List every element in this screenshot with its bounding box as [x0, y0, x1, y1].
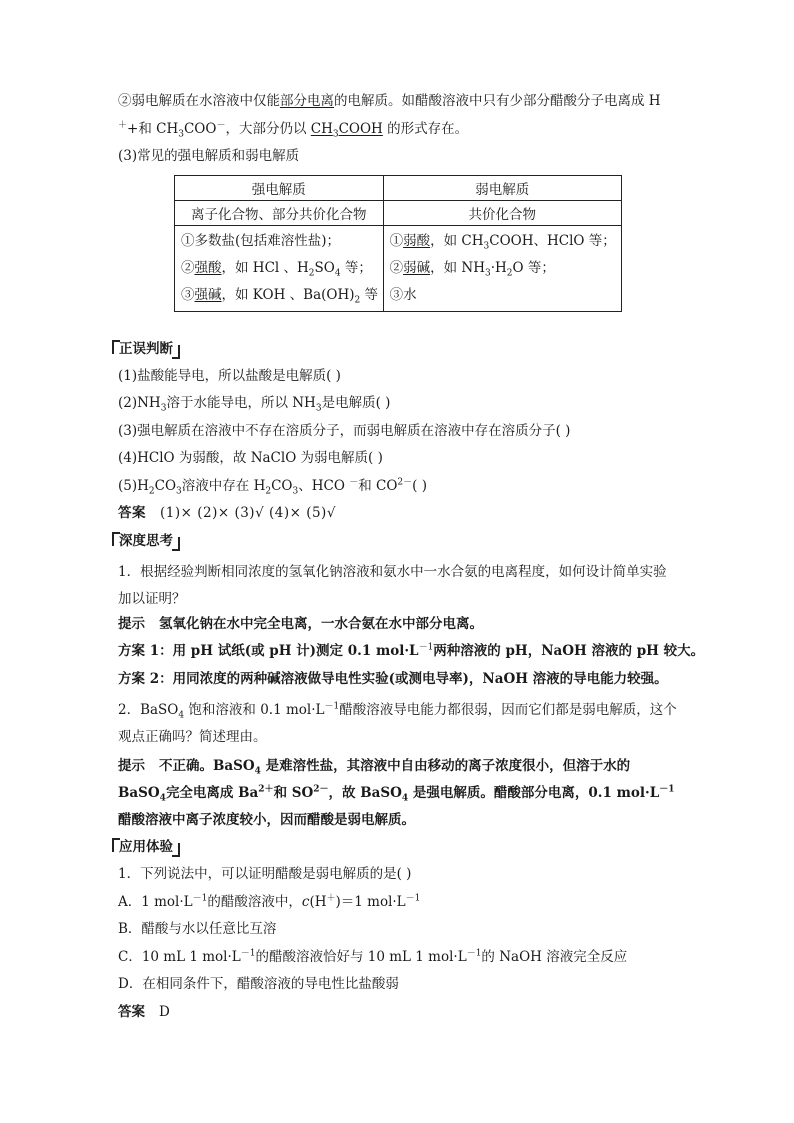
apply-option-a: A．1 $mol\cdot L^{-1}$的醋酸溶液中，c(H＋)＝1 $mol\cdot L^{-1}$: [118, 893, 421, 910]
deep-hint-1: 提示 氢氧化钠在水中完全电离，一水合氨在水中部分电离。: [118, 615, 483, 632]
bracket-left-icon: [112, 838, 119, 851]
table-row: [175, 175, 622, 200]
deep-hint-2: 提示 不正确。BaSO$_4$ 是难溶性盐，其溶液中自由移动的离子浓度很小，但溶于水的 BaSO$_4$完全电离成 $Ba^{2+}$和 $SO^{2-}$，故 BaSO$_4$ 是强电解质。醋酸部分电离，0.1 $mol\cdot L^{-1}$醋酸溶液中离子浓度较小，因而醋酸是弱电解质。: [118, 758, 675, 828]
judge-item-1: (1)盐酸能导电，所以盐酸是电解质( ): [118, 367, 341, 384]
underlined-term: 部分电离: [280, 93, 334, 109]
section-header-apply: 应用体验: [112, 838, 678, 857]
judge-item-2: $(2)NH_3$溶于水能导电，所以 $NH_3$是电解质( ): [118, 395, 391, 414]
deep-question-2: 2．BaSO$_4$ 饱和溶液和 0.1 $mol\cdot L^{-1}$醋酸溶液导电能力都很弱，因而它们都是弱电解质，这个观点正确吗？简述理由。: [118, 701, 677, 745]
judge-answer: 答案 (1)× (2)× (3)√ (4)× (5)√: [118, 505, 336, 521]
apply-answer: 答案 D: [118, 1003, 170, 1020]
apply-option-c: C．10 mL 1 $mol\cdot L^{-1}$的醋酸溶液恰好与 10 mL 1 $mol\cdot L^{-1}$的 NaOH 溶液完全反应: [118, 948, 628, 965]
underlined-formula: $CH_3COOH$: [310, 120, 383, 140]
table-header-weak: 弱电解质: [383, 175, 621, 200]
table-row: [175, 200, 622, 225]
bracket-right-icon: [173, 346, 180, 359]
bracket-left-icon: [112, 340, 119, 353]
table-header-strong: 强电解质: [175, 175, 384, 200]
weak-electrolyte-definition: ②弱电解质在水溶液中仅能部分电离的电解质。如醋酸溶液中只有少部分醋酸分子电离成 H: [118, 93, 661, 109]
deep-plan-2: 方案 2：用同浓度的两种碱溶液做导电性实验(或测电导率)，NaOH 溶液的导电能力较强。: [118, 670, 668, 687]
table-cell-weak-examples: ①弱酸，如 $CH_3COOH$、HClO 等； ②弱碱，如 $NH_3\cdot H_2O$ 等； ③水: [383, 225, 621, 311]
table-cell: 共价化合物: [383, 200, 621, 225]
weak-electrolyte-definition-cont: ＋+和 $CH_3COO^-$，大部分仍以 $CH_3COOH$ 的形式存在。: [118, 120, 469, 140]
table-row: [175, 225, 622, 311]
bracket-right-icon: [173, 844, 180, 857]
deep-plan-1: 方案 1：用 pH 试纸(或 pH 计)测定 0.1 $mol\cdot L^{-1}$两种溶液的 pH，NaOH 溶液的 pH 较大。: [118, 642, 705, 659]
judge-item-5: $(5)H_2CO_3$溶液中存在 $H_2CO_3$、HCO －和 $CO^{2-}$( ): [118, 477, 427, 497]
bracket-right-icon: [173, 538, 180, 551]
judge-item-3: (3)强电解质在溶液中不存在溶质分子，而弱电解质在溶液中存在溶质分子( ): [118, 422, 571, 439]
table-cell-strong-examples: ①多数盐(包括难溶性盐)； ②强酸，如 HCl 、$H_2SO_4$ 等； ③强碱，如 KOH 、$Ba(OH)_2$ 等: [175, 225, 384, 311]
bracket-left-icon: [112, 532, 119, 545]
section-header-deep: 深度思考: [112, 532, 678, 551]
section-header-judge: 正误判断: [112, 340, 678, 359]
section-3-title: (3)常见的强电解质和弱电解质: [118, 148, 300, 164]
judge-item-4: (4)HClO 为弱酸，故 NaClO 为弱电解质( ): [118, 450, 383, 466]
apply-option-d: D．在相同条件下，醋酸溶液的导电性比盐酸弱: [118, 976, 399, 992]
table-cell: 离子化合物、部分共价化合物: [175, 200, 384, 225]
apply-option-b: B．醋酸与水以任意比互溶: [118, 921, 277, 937]
electrolyte-table: [174, 175, 622, 312]
apply-question-1: 1．下列说法中，可以证明醋酸是弱电解质的是( ): [118, 866, 412, 882]
document-page: [118, 92, 705, 1030]
deep-question-1: 1．根据经验判断相同浓度的氢氧化钠溶液和氨水中一水合氨的电离程度，如何设计简单实验加以证明？: [118, 563, 667, 607]
